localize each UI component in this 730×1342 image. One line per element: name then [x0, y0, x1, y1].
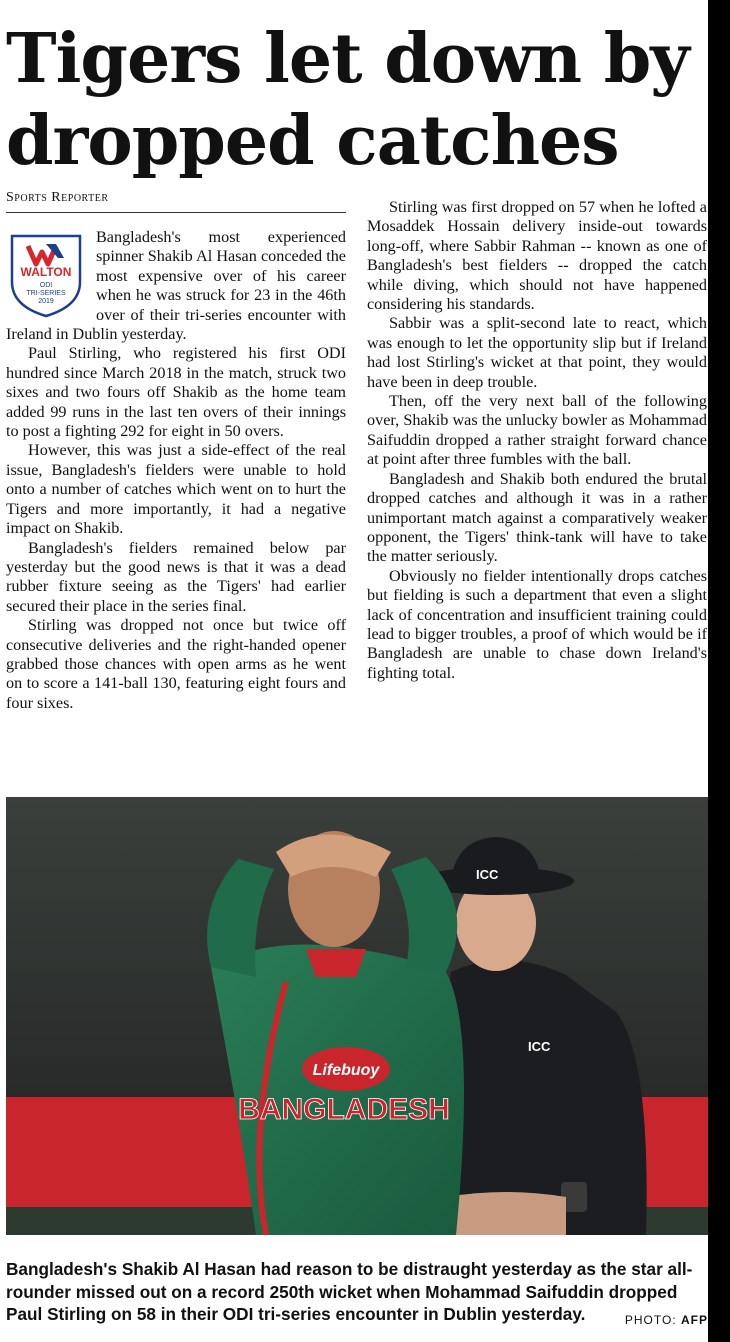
paragraph: Bangladesh's fielders remained below par yesterday but the good news is that it was a dead rubber fixture seeing as the Tigers' had earlier secured their place in the series final. [6, 538, 346, 615]
tri-series-logo [6, 232, 86, 318]
news-photo [6, 797, 708, 1235]
page-edge-bar [708, 0, 730, 1342]
article-column-right [367, 198, 707, 683]
paragraph: Obviously no fielder intentionally drops catches but fielding is such a department that even a slight lack of concentration and insufficient training could lead to bigger troubles, a proof of which would be if Bangladesh are unable to chase down Ireland's fighting total. [367, 566, 707, 682]
paragraph: Stirling was first dropped on 57 when he lofted a Mosaddek Hossain delivery inside-out towards long-off, where Sabbir Rahman -- known as one of Bangladesh's best fielders -- dropped the catch while diving, which should not have happened considering his standards. [367, 198, 707, 314]
jersey-sponsor: Lifebuoy [312, 1062, 380, 1079]
paragraph: Bangladesh and Shakib both endured the brutal dropped catches and although it was in a rather unimportant match against a comparatively weaker opponent, the Tigers' think-tank will have to take the matter seriously. [367, 469, 707, 566]
byline: Sports Reporter [6, 190, 346, 213]
umpire-hat-logo: ICC [476, 867, 499, 882]
umpire-jacket-logo: ICC [528, 1039, 551, 1054]
paragraph: However, this was just a side-effect of the real issue, Bangladesh's fielders were unable to hold onto a number of catches which went on to hurt the Tigers and more importantly, it had a negative impact on Shakib. [6, 441, 346, 538]
paragraph: Bangladesh's most experienced spinner Shakib Al Hasan conceded the most expensive over of his career when he was struck for 23 in the 46th over of their tri-series encounter with Ireland in Dublin yesterday. [6, 228, 346, 344]
logo-line-year: 2019 [38, 298, 54, 305]
photo-caption: Bangladesh's Shakib Al Hasan had reason to be distraught yesterday as the star all-rounder missed out on a record 250th wicket when Mohammad Saifuddin dropped Paul Stirling on 58 in their ODI tri-series encounter in Dublin yesterday. [6, 1259, 693, 1324]
paragraph: Then, off the very next ball of the following over, Shakib was the unlucky bowler as Mohammad Saifuddin dropped a rather straight forward chance at point after three fumbles with the ball. [367, 392, 707, 469]
logo-line-tri-series: TRI-SERIES [26, 290, 66, 297]
photo-credit-label: PHOTO: [624, 1313, 677, 1327]
paragraph: Sabbir was a split-second late to react, which was enough to let the opportunity slip but if Ireland had lost Stirling's wicket at that point, they would have been in deep trouble. [367, 314, 707, 391]
logo-brand: WALTON [20, 265, 72, 279]
photo-credit-source: AFP [681, 1313, 708, 1327]
logo-line-odi: ODI [39, 282, 53, 289]
paragraph: Stirling was dropped not once but twice off consecutive deliveries and the right-handed opener grabbed those chances with open arms as he went on to score a 141-ball 130, featuring eight fours and four sixes. [6, 616, 346, 712]
headline: Tigers let down by dropped catches [6, 19, 689, 181]
photo-illustration [6, 797, 708, 1235]
jersey-text: BANGLADESH [238, 1093, 450, 1126]
paragraph: Paul Stirling, who registered his first ODI hundred since March 2018 in the match, struck two sixes and two fours off Shakib as the home team added 99 runs in the last ten overs of their innings to post a fighting 292 for eight in 50 overs. [6, 344, 346, 441]
photo-credit [625, 1313, 708, 1327]
article-column-left [6, 228, 346, 713]
